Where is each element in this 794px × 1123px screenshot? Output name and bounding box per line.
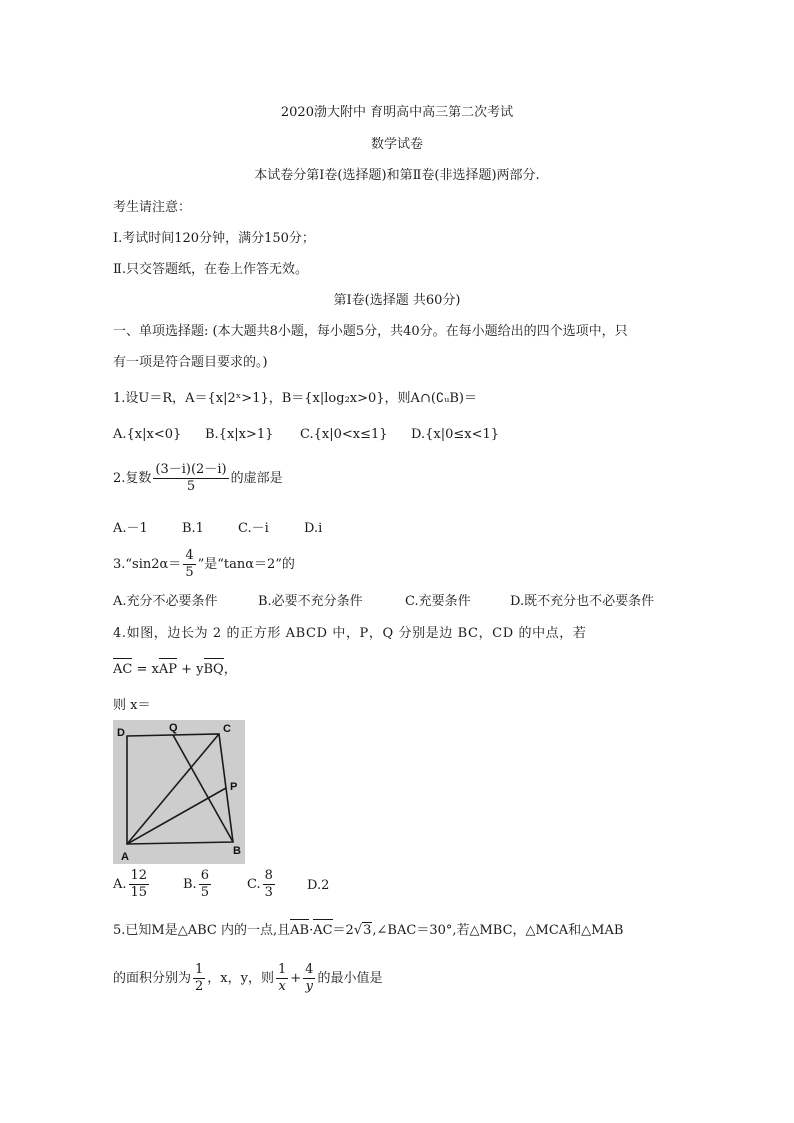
label-a: A xyxy=(121,851,129,863)
q5-frac3-num: 4 xyxy=(305,962,314,977)
q5-frac3-den: y xyxy=(305,979,313,994)
q4-vector-equation xyxy=(113,661,237,679)
notice-item-1: Ⅰ.考试时间120分钟，满分150分； xyxy=(113,231,315,246)
q3-option-c: C.充要条件 xyxy=(405,594,471,609)
q2-suffix: 的虚部是 xyxy=(230,471,283,486)
q4-option-c xyxy=(247,868,277,901)
q3-option-a: A.充分不必要条件 xyxy=(113,594,218,609)
vector-ap: AP xyxy=(158,662,177,677)
q1-option-a: A.{x|x<0} xyxy=(113,427,182,442)
q2-fraction-den: 5 xyxy=(186,479,196,494)
intro-text: 本试卷分第Ⅰ卷(选择题)和第Ⅱ卷(非选择题)两部分. xyxy=(254,168,540,183)
q4-option-c-den: 3 xyxy=(264,885,273,900)
q4-option-c-num: 8 xyxy=(264,868,273,883)
q2-fraction xyxy=(153,462,228,495)
q2-option-b: B.1 xyxy=(182,521,204,536)
q4-option-c-fraction xyxy=(263,868,275,901)
q3-prefix: 3.“sin2α＝ xyxy=(113,557,182,572)
q1-option-c: C.{x|0<x≤1} xyxy=(300,427,388,442)
q5-line2 xyxy=(113,962,382,995)
q1-option-b: B.{x|x>1} xyxy=(205,427,274,442)
vector-ac-q5: AC xyxy=(313,923,333,938)
q3-fraction-den: 5 xyxy=(185,565,194,580)
part1-instructions-2: 有一项是符合题目要求的。) xyxy=(113,355,268,370)
q3-stem xyxy=(113,548,295,581)
q5-frac3 xyxy=(303,962,315,995)
q4-option-a xyxy=(113,868,151,901)
q5-frac2 xyxy=(276,962,288,995)
q5-rest: ,∠BAC＝30°,若△MBC，△MCA和△MAB xyxy=(372,923,624,938)
label-q: Q xyxy=(169,722,178,734)
part1-instructions-1: 一、单项选择题: (本大题共8小题，每小题5分，共40分。在每小题给出的四个选项中，只 xyxy=(113,324,628,339)
q5-frac1-den: 2 xyxy=(195,979,204,994)
q4-eq-plus: + y xyxy=(176,662,204,677)
q5-line2-prefix: 的面积分别为 xyxy=(113,971,192,986)
q3-suffix: ”是“tanα＝2”的 xyxy=(197,557,295,572)
vector-ac: AC xyxy=(113,662,133,677)
square-diagram xyxy=(113,720,245,864)
notice-heading: 考生请注意： xyxy=(113,200,192,215)
q4-option-c-letter: C. xyxy=(247,877,261,892)
q4-option-a-letter: A. xyxy=(113,877,127,892)
q5-line1 xyxy=(113,922,623,940)
square-figure xyxy=(113,720,245,864)
q4-stem: 4.如图，边长为 2 的正方形 ABCD 中，P，Q 分别是边 BC，CD 的中点，若 xyxy=(113,626,587,641)
q4-eq-end: ， xyxy=(223,662,237,677)
q2-option-a: A.－1 xyxy=(113,521,148,536)
q5-dot: · xyxy=(309,923,314,938)
label-d: D xyxy=(117,727,125,739)
q4-option-b-den: 5 xyxy=(200,885,209,900)
q5-eq: ＝2 xyxy=(332,923,354,938)
q3-option-d: D.既不充分也不必要条件 xyxy=(510,594,655,609)
q5-mid: ，x，y，则 xyxy=(207,971,274,986)
q4-option-a-den: 15 xyxy=(130,885,148,900)
q2-option-d: D.i xyxy=(304,521,323,536)
q4-option-a-num: 12 xyxy=(130,868,148,883)
q4-option-d: D.2 xyxy=(307,878,330,893)
q4-option-a-fraction xyxy=(129,868,150,901)
q5-sqrt-sign: √ xyxy=(353,923,363,938)
q3-fraction xyxy=(183,548,195,581)
subject-title: 数学试卷 xyxy=(370,137,423,152)
q4-option-b-letter: B. xyxy=(183,877,197,892)
q5-sqrt: 3 xyxy=(363,923,372,938)
q3-option-b: B.必要不充分条件 xyxy=(258,594,363,609)
q5-plus: + xyxy=(290,971,302,986)
q4-eq-mid: = x xyxy=(132,662,159,677)
label-p: P xyxy=(230,781,238,793)
q1-stem: 1.设U＝R，A＝{x|2ˣ>1}，B＝{x|log₂x>0}，则A∩(∁ᵤB)＝ xyxy=(113,391,477,406)
q4-option-b-num: 6 xyxy=(200,868,209,883)
q5-frac2-num: 1 xyxy=(277,962,287,977)
q4-ask: 则 x＝ xyxy=(113,698,151,713)
label-c: C xyxy=(223,723,231,735)
vector-bq: BQ xyxy=(203,662,224,677)
q2-fraction-num: (3－i)(2－i) xyxy=(155,462,227,477)
q2-prefix: 2.复数 xyxy=(113,471,152,486)
q5-frac2-den: x xyxy=(278,979,286,994)
label-b: B xyxy=(233,845,241,857)
vector-ab: AB xyxy=(290,923,310,938)
q5-frac1 xyxy=(193,962,205,995)
q3-fraction-num: 4 xyxy=(185,548,194,563)
q1-option-d: D.{x|0≤x<1} xyxy=(411,427,500,442)
part1-title: 第Ⅰ卷(选择题 共60分) xyxy=(333,293,461,308)
exam-title: 2020渤大附中 育明高中高三第二次考试 xyxy=(280,105,514,120)
q5-frac1-num: 1 xyxy=(195,962,204,977)
q2-option-c: C.－i xyxy=(238,521,269,536)
notice-item-2: Ⅱ.只交答题纸，在卷上作答无效。 xyxy=(113,262,308,277)
q5-suffix: 的最小值是 xyxy=(317,971,383,986)
q4-option-b-fraction xyxy=(199,868,211,901)
q5-prefix: 5.已知M是△ABC 内的一点,且 xyxy=(113,923,291,938)
q2-stem xyxy=(113,462,283,495)
q4-option-b xyxy=(183,868,213,901)
